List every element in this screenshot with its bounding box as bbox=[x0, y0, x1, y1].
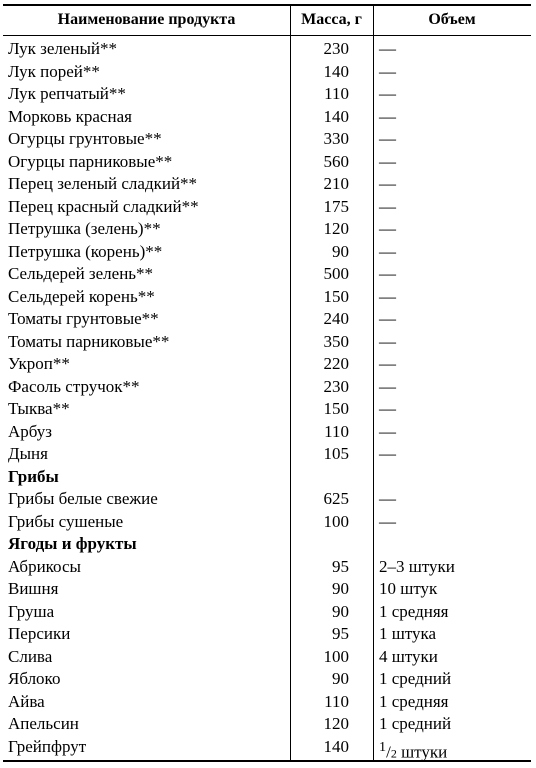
product-name: Апельсин bbox=[8, 714, 79, 733]
header-name: Наименование продукта bbox=[57, 11, 236, 28]
product-volume: — bbox=[379, 106, 396, 126]
product-mass: 110 bbox=[324, 691, 349, 711]
product-mass: 500 bbox=[323, 264, 349, 283]
product-mass: 110 bbox=[324, 421, 349, 441]
table-row bbox=[3, 196, 531, 219]
table-row bbox=[3, 218, 531, 241]
product-volume: 1 средняя bbox=[379, 601, 449, 621]
table-body bbox=[3, 38, 531, 762]
table-row bbox=[3, 736, 531, 762]
table-row bbox=[3, 398, 531, 421]
product-volume: — bbox=[379, 399, 396, 418]
product-name: Персики bbox=[8, 624, 71, 643]
product-name: Вишня bbox=[8, 579, 59, 598]
product-volume: — bbox=[379, 489, 396, 508]
product-name: Сельдерей зелень** bbox=[8, 264, 154, 283]
product-mass: 240 bbox=[323, 309, 349, 328]
table-row bbox=[3, 353, 531, 376]
product-name: Айва bbox=[8, 691, 45, 711]
product-volume: — bbox=[379, 354, 396, 373]
table-row bbox=[3, 38, 531, 61]
product-mass: 100 bbox=[323, 646, 349, 666]
table-row bbox=[3, 488, 531, 511]
product-mass: 350 bbox=[323, 331, 349, 351]
product-mass: 105 bbox=[323, 444, 349, 463]
table-row bbox=[3, 623, 531, 646]
table-row bbox=[3, 691, 531, 714]
product-name: Томаты грунтовые** bbox=[8, 309, 159, 328]
table-header bbox=[3, 6, 531, 36]
product-mass: 220 bbox=[323, 354, 349, 373]
product-volume: 10 штук bbox=[379, 579, 438, 598]
product-mass: 175 bbox=[323, 196, 349, 216]
product-name: Слива bbox=[8, 646, 53, 666]
table-row bbox=[3, 443, 531, 466]
product-name: Грибы белые свежие bbox=[8, 489, 158, 508]
table-row bbox=[3, 83, 531, 106]
fraction-numerator: 1 bbox=[379, 738, 387, 755]
table-row bbox=[3, 286, 531, 309]
product-volume: — bbox=[379, 286, 396, 306]
product-mass: 625 bbox=[323, 489, 349, 508]
product-name: Тыква** bbox=[8, 399, 70, 418]
product-name: Грейпфрут bbox=[8, 736, 87, 756]
table-row bbox=[3, 308, 531, 331]
product-volume: — bbox=[379, 264, 396, 283]
table-row bbox=[3, 713, 531, 736]
product-volume: — bbox=[379, 331, 396, 351]
product-volume: 1 средняя bbox=[379, 691, 449, 711]
product-mass: 140 bbox=[323, 61, 349, 81]
product-mass: 100 bbox=[323, 511, 349, 531]
section-heading: Грибы bbox=[8, 466, 59, 486]
product-mass: 330 bbox=[323, 129, 349, 148]
table-row bbox=[3, 331, 531, 354]
product-volume: 2–3 штуки bbox=[379, 556, 455, 576]
table-row bbox=[3, 556, 531, 579]
product-name: Сельдерей корень** bbox=[8, 286, 155, 306]
product-volume: — bbox=[379, 39, 396, 58]
product-name: Груша bbox=[8, 601, 55, 621]
fraction-denominator: 2 bbox=[390, 746, 397, 761]
product-mass: 95 bbox=[332, 624, 349, 643]
table-row bbox=[3, 173, 531, 196]
product-mass: 230 bbox=[323, 376, 349, 396]
product-mass: 560 bbox=[323, 151, 349, 171]
product-volume: — bbox=[379, 444, 396, 463]
product-name: Морковь красная bbox=[8, 106, 132, 126]
product-name: Лук репчатый** bbox=[8, 84, 126, 103]
product-volume: — bbox=[379, 196, 396, 216]
product-name: Грибы сушеные bbox=[8, 511, 124, 531]
product-name: Фасоль стручок** bbox=[8, 376, 140, 396]
product-volume: — bbox=[379, 421, 396, 441]
section-heading-row bbox=[3, 466, 531, 489]
table-row bbox=[3, 151, 531, 174]
product-name: Петрушка (корень)** bbox=[8, 241, 163, 261]
product-name: Огурцы парниковые** bbox=[8, 151, 173, 171]
table-row bbox=[3, 263, 531, 286]
section-heading: Ягоды и фрукты bbox=[8, 534, 137, 553]
product-name: Перец красный сладкий** bbox=[8, 196, 199, 216]
product-name: Перец зеленый сладкий** bbox=[8, 174, 198, 193]
product-volume: — bbox=[379, 84, 396, 103]
product-volume: — bbox=[379, 241, 396, 261]
product-name: Лук порей** bbox=[8, 61, 100, 81]
product-name: Арбуз bbox=[8, 421, 52, 441]
table-row bbox=[3, 668, 531, 691]
section-heading-row bbox=[3, 533, 531, 556]
product-name: Яблоко bbox=[8, 669, 61, 688]
product-volume: — bbox=[379, 61, 396, 81]
product-volume: — bbox=[379, 174, 396, 193]
product-mass: 230 bbox=[323, 39, 349, 58]
product-name: Абрикосы bbox=[8, 556, 81, 576]
product-mass: 120 bbox=[323, 714, 349, 733]
table-row bbox=[3, 578, 531, 601]
table-row bbox=[3, 421, 531, 444]
product-volume: 4 штуки bbox=[379, 646, 438, 666]
table-row bbox=[3, 376, 531, 399]
product-volume: — bbox=[379, 219, 396, 238]
product-mass: 90 bbox=[332, 669, 349, 688]
product-mass: 90 bbox=[332, 241, 349, 261]
product-volume: 1 штука bbox=[379, 624, 437, 643]
product-mass: 210 bbox=[323, 174, 349, 193]
product-volume: 1 средний bbox=[379, 714, 452, 733]
product-mass: 120 bbox=[323, 219, 349, 238]
product-name: Лук зеленый** bbox=[8, 39, 118, 58]
product-volume: 1 средний bbox=[379, 669, 452, 688]
product-mass: 140 bbox=[323, 106, 349, 126]
product-table bbox=[3, 4, 531, 762]
table-row bbox=[3, 241, 531, 264]
table-row bbox=[3, 646, 531, 669]
product-volume: — bbox=[379, 511, 396, 531]
product-name: Огурцы грунтовые** bbox=[8, 129, 162, 148]
table-row bbox=[3, 128, 531, 151]
header-mass: Масса, г bbox=[301, 11, 362, 28]
product-volume: — bbox=[379, 309, 396, 328]
fraction-slash: / bbox=[386, 742, 391, 762]
product-volume: — bbox=[379, 151, 396, 171]
product-mass: 150 bbox=[323, 286, 349, 306]
volume-unit: штуки bbox=[401, 742, 448, 762]
product-mass: 140 bbox=[323, 736, 349, 756]
product-mass: 95 bbox=[332, 556, 349, 576]
product-name: Укроп** bbox=[8, 354, 70, 373]
product-mass: 150 bbox=[323, 399, 349, 418]
table-row bbox=[3, 511, 531, 534]
product-volume: — bbox=[379, 129, 396, 148]
table-row bbox=[3, 61, 531, 84]
product-name: Томаты парниковые** bbox=[8, 331, 170, 351]
product-volume bbox=[379, 736, 447, 765]
product-volume: — bbox=[379, 376, 396, 396]
product-name: Петрушка (зелень)** bbox=[8, 219, 161, 238]
table-row bbox=[3, 601, 531, 624]
product-name: Дыня bbox=[8, 444, 48, 463]
header-volume: Объем bbox=[428, 11, 476, 28]
product-mass: 110 bbox=[324, 84, 349, 103]
table-row bbox=[3, 106, 531, 129]
product-mass: 90 bbox=[332, 579, 349, 598]
product-mass: 90 bbox=[332, 601, 349, 621]
